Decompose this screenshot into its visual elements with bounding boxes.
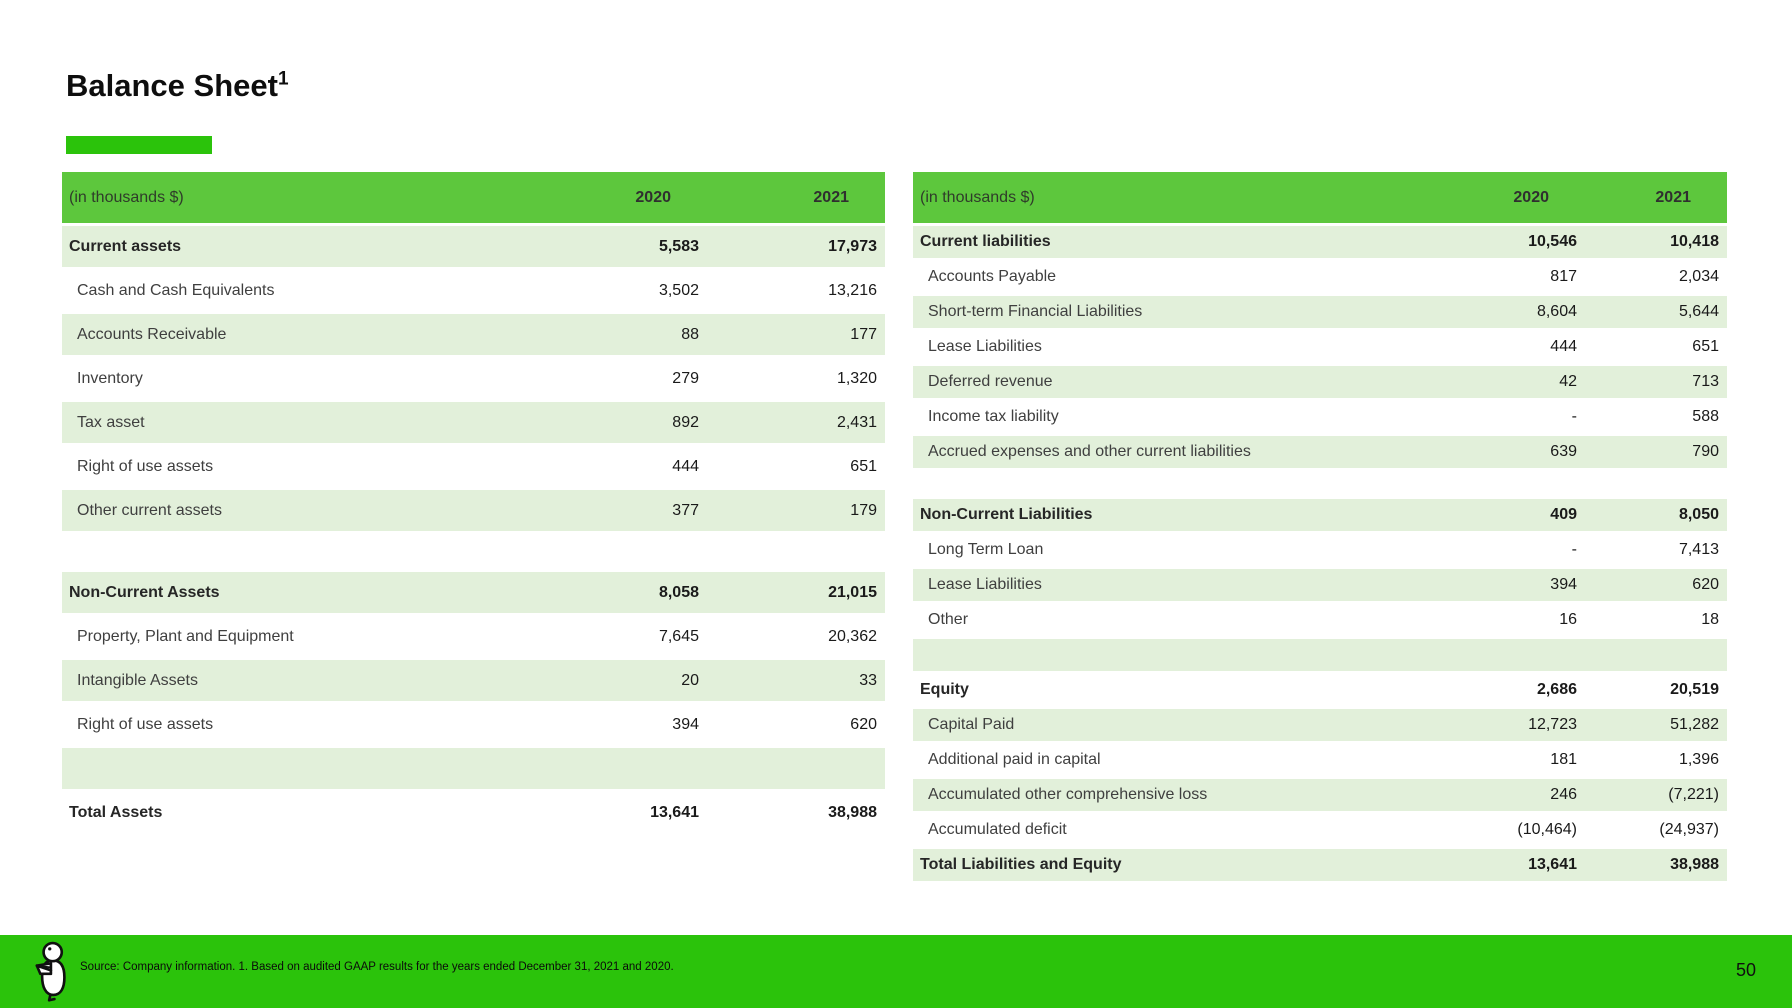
page-title	[66, 68, 289, 104]
row-label: Non-Current Assets	[69, 583, 220, 601]
table-row	[913, 709, 1727, 744]
table-row	[913, 569, 1727, 604]
table-spacer-row	[62, 534, 885, 572]
liabilities-year-2020-header: 2020	[1513, 188, 1549, 206]
value-2021: (24,937)	[1659, 821, 1719, 838]
row-label: Accounts Payable	[928, 268, 1057, 285]
value-2020: 20	[681, 671, 699, 689]
value-2020: 13,641	[650, 803, 699, 821]
row-label: Accounts Receivable	[77, 325, 227, 343]
table-row	[913, 534, 1727, 569]
title-accent-bar	[66, 136, 212, 154]
value-2020: 16	[1559, 611, 1577, 628]
assets-year-2020-header: 2020	[635, 188, 671, 206]
row-label: Non-Current Liabilities	[920, 506, 1093, 523]
table-row	[62, 314, 885, 358]
value-2021: 20,519	[1670, 681, 1719, 698]
value-2021: 651	[850, 457, 877, 475]
value-2020: -	[1571, 408, 1577, 425]
value-2020: (10,464)	[1517, 821, 1577, 838]
value-2020: 8,604	[1536, 303, 1577, 320]
value-2021: 5,644	[1678, 303, 1719, 320]
table-row	[913, 674, 1727, 709]
value-2021: 651	[1692, 338, 1719, 355]
liabilities-year-2021-header: 2021	[1655, 188, 1691, 206]
table-row	[913, 331, 1727, 366]
row-label: Accrued expenses and other current liabilities	[928, 443, 1251, 460]
table-row	[913, 366, 1727, 401]
table-row	[913, 436, 1727, 471]
value-2020: 279	[672, 369, 699, 387]
value-2021: 21,015	[828, 583, 877, 601]
assets-unit-label: (in thousands $)	[69, 188, 184, 206]
value-2020: 2,686	[1536, 681, 1577, 698]
value-2021: 18	[1701, 611, 1719, 628]
value-2021: 38,988	[828, 803, 877, 821]
row-label: Property, Plant and Equipment	[77, 627, 294, 645]
value-2021: 1,396	[1678, 751, 1719, 768]
liabilities-table	[913, 172, 1727, 884]
row-label: Tax asset	[77, 413, 145, 431]
duck-logo-icon	[33, 941, 70, 1002]
table-row	[62, 490, 885, 534]
row-label: Accumulated deficit	[928, 821, 1067, 838]
row-label: Cash and Cash Equivalents	[77, 281, 275, 299]
table-row	[913, 814, 1727, 849]
table-row	[62, 270, 885, 314]
table-row	[913, 226, 1727, 261]
value-2021: 38,988	[1670, 856, 1719, 873]
value-2021: 13,216	[828, 281, 877, 299]
page-number: 50	[1735, 960, 1756, 980]
row-label: Current liabilities	[920, 233, 1051, 250]
assets-table	[62, 172, 885, 836]
value-2021: 1,320	[836, 369, 877, 387]
value-2021: 33	[859, 671, 877, 689]
assets-table-body	[62, 226, 885, 836]
row-label: Total Liabilities and Equity	[920, 856, 1122, 873]
row-label: Other	[928, 611, 969, 628]
value-2020: -	[1571, 541, 1577, 558]
row-label: Short-term Financial Liabilities	[928, 303, 1143, 320]
value-2020: 7,645	[658, 627, 699, 645]
value-2020: 42	[1559, 373, 1577, 390]
table-row	[62, 446, 885, 490]
value-2020: 892	[672, 413, 699, 431]
row-label: Lease Liabilities	[928, 576, 1042, 593]
value-2020: 394	[672, 715, 699, 733]
value-2021: (7,221)	[1668, 786, 1719, 803]
row-label: Accumulated other comprehensive loss	[928, 786, 1208, 803]
value-2020: 10,546	[1528, 233, 1577, 250]
value-2020: 181	[1550, 751, 1577, 768]
row-label: Deferred revenue	[928, 373, 1053, 390]
row-label: Capital Paid	[928, 716, 1015, 733]
value-2020: 409	[1550, 506, 1577, 523]
table-spacer-row	[913, 471, 1727, 499]
table-row	[913, 744, 1727, 779]
value-2021: 713	[1692, 373, 1719, 390]
value-2020: 639	[1550, 443, 1577, 460]
value-2020: 3,502	[658, 281, 699, 299]
value-2021: 179	[850, 501, 877, 519]
page-title-text: Balance Sheet	[66, 68, 278, 103]
value-2020: 8,058	[658, 583, 699, 601]
table-row	[62, 704, 885, 748]
value-2020: 5,583	[658, 237, 699, 255]
value-2021: 17,973	[828, 237, 877, 255]
row-label: Lease Liabilities	[928, 338, 1042, 355]
row-label: Right of use assets	[77, 457, 214, 475]
value-2021: 2,431	[836, 413, 877, 431]
table-row	[62, 226, 885, 270]
value-2021: 620	[850, 715, 877, 733]
row-label: Right of use assets	[77, 715, 214, 733]
value-2020: 444	[1550, 338, 1577, 355]
row-label: Income tax liability	[928, 408, 1059, 425]
value-2021: 51,282	[1670, 716, 1719, 733]
liabilities-table-header	[913, 172, 1727, 226]
value-2021: 8,050	[1678, 506, 1719, 523]
source-note: Source: Company information. 1. Based on audited GAAP results for the years ended December 31, 2021 and 2020.	[80, 961, 674, 973]
assets-year-2021-header: 2021	[813, 188, 849, 206]
table-row	[913, 401, 1727, 436]
value-2020: 246	[1550, 786, 1577, 803]
table-row	[62, 402, 885, 446]
value-2020: 394	[1550, 576, 1577, 593]
value-2020: 13,641	[1528, 856, 1577, 873]
value-2021: 790	[1692, 443, 1719, 460]
table-row	[913, 261, 1727, 296]
row-label: Long Term Loan	[928, 541, 1044, 558]
value-2020: 88	[681, 325, 699, 343]
table-row	[913, 296, 1727, 331]
row-label: Inventory	[77, 369, 143, 387]
liabilities-table-body	[913, 226, 1727, 884]
value-2021: 588	[1692, 408, 1719, 425]
value-2021: 177	[850, 325, 877, 343]
table-row	[62, 358, 885, 402]
value-2021: 7,413	[1678, 541, 1719, 558]
row-label: Additional paid in capital	[928, 751, 1101, 768]
table-empty-row	[913, 639, 1727, 674]
liabilities-unit-label: (in thousands $)	[920, 188, 1035, 206]
table-row	[913, 604, 1727, 639]
row-label: Other current assets	[77, 501, 222, 519]
value-2021: 2,034	[1678, 268, 1719, 285]
table-empty-row	[62, 748, 885, 792]
row-label: Intangible Assets	[77, 671, 198, 689]
row-label: Current assets	[69, 237, 182, 255]
table-row	[62, 572, 885, 616]
table-row	[913, 499, 1727, 534]
row-label: Equity	[920, 681, 969, 698]
footer-bar	[0, 935, 1792, 1008]
value-2020: 12,723	[1528, 716, 1577, 733]
table-row	[62, 792, 885, 836]
value-2021: 10,418	[1670, 233, 1719, 250]
table-row	[62, 660, 885, 704]
table-row	[62, 616, 885, 660]
value-2021: 20,362	[828, 627, 877, 645]
title-footnote-superscript: 1	[277, 68, 289, 90]
table-row	[913, 849, 1727, 884]
value-2020: 817	[1550, 268, 1577, 285]
assets-table-header	[62, 172, 885, 226]
value-2020: 377	[672, 501, 699, 519]
value-2020: 444	[672, 457, 699, 475]
row-label: Total Assets	[69, 803, 163, 821]
table-row	[913, 779, 1727, 814]
value-2021: 620	[1692, 576, 1719, 593]
